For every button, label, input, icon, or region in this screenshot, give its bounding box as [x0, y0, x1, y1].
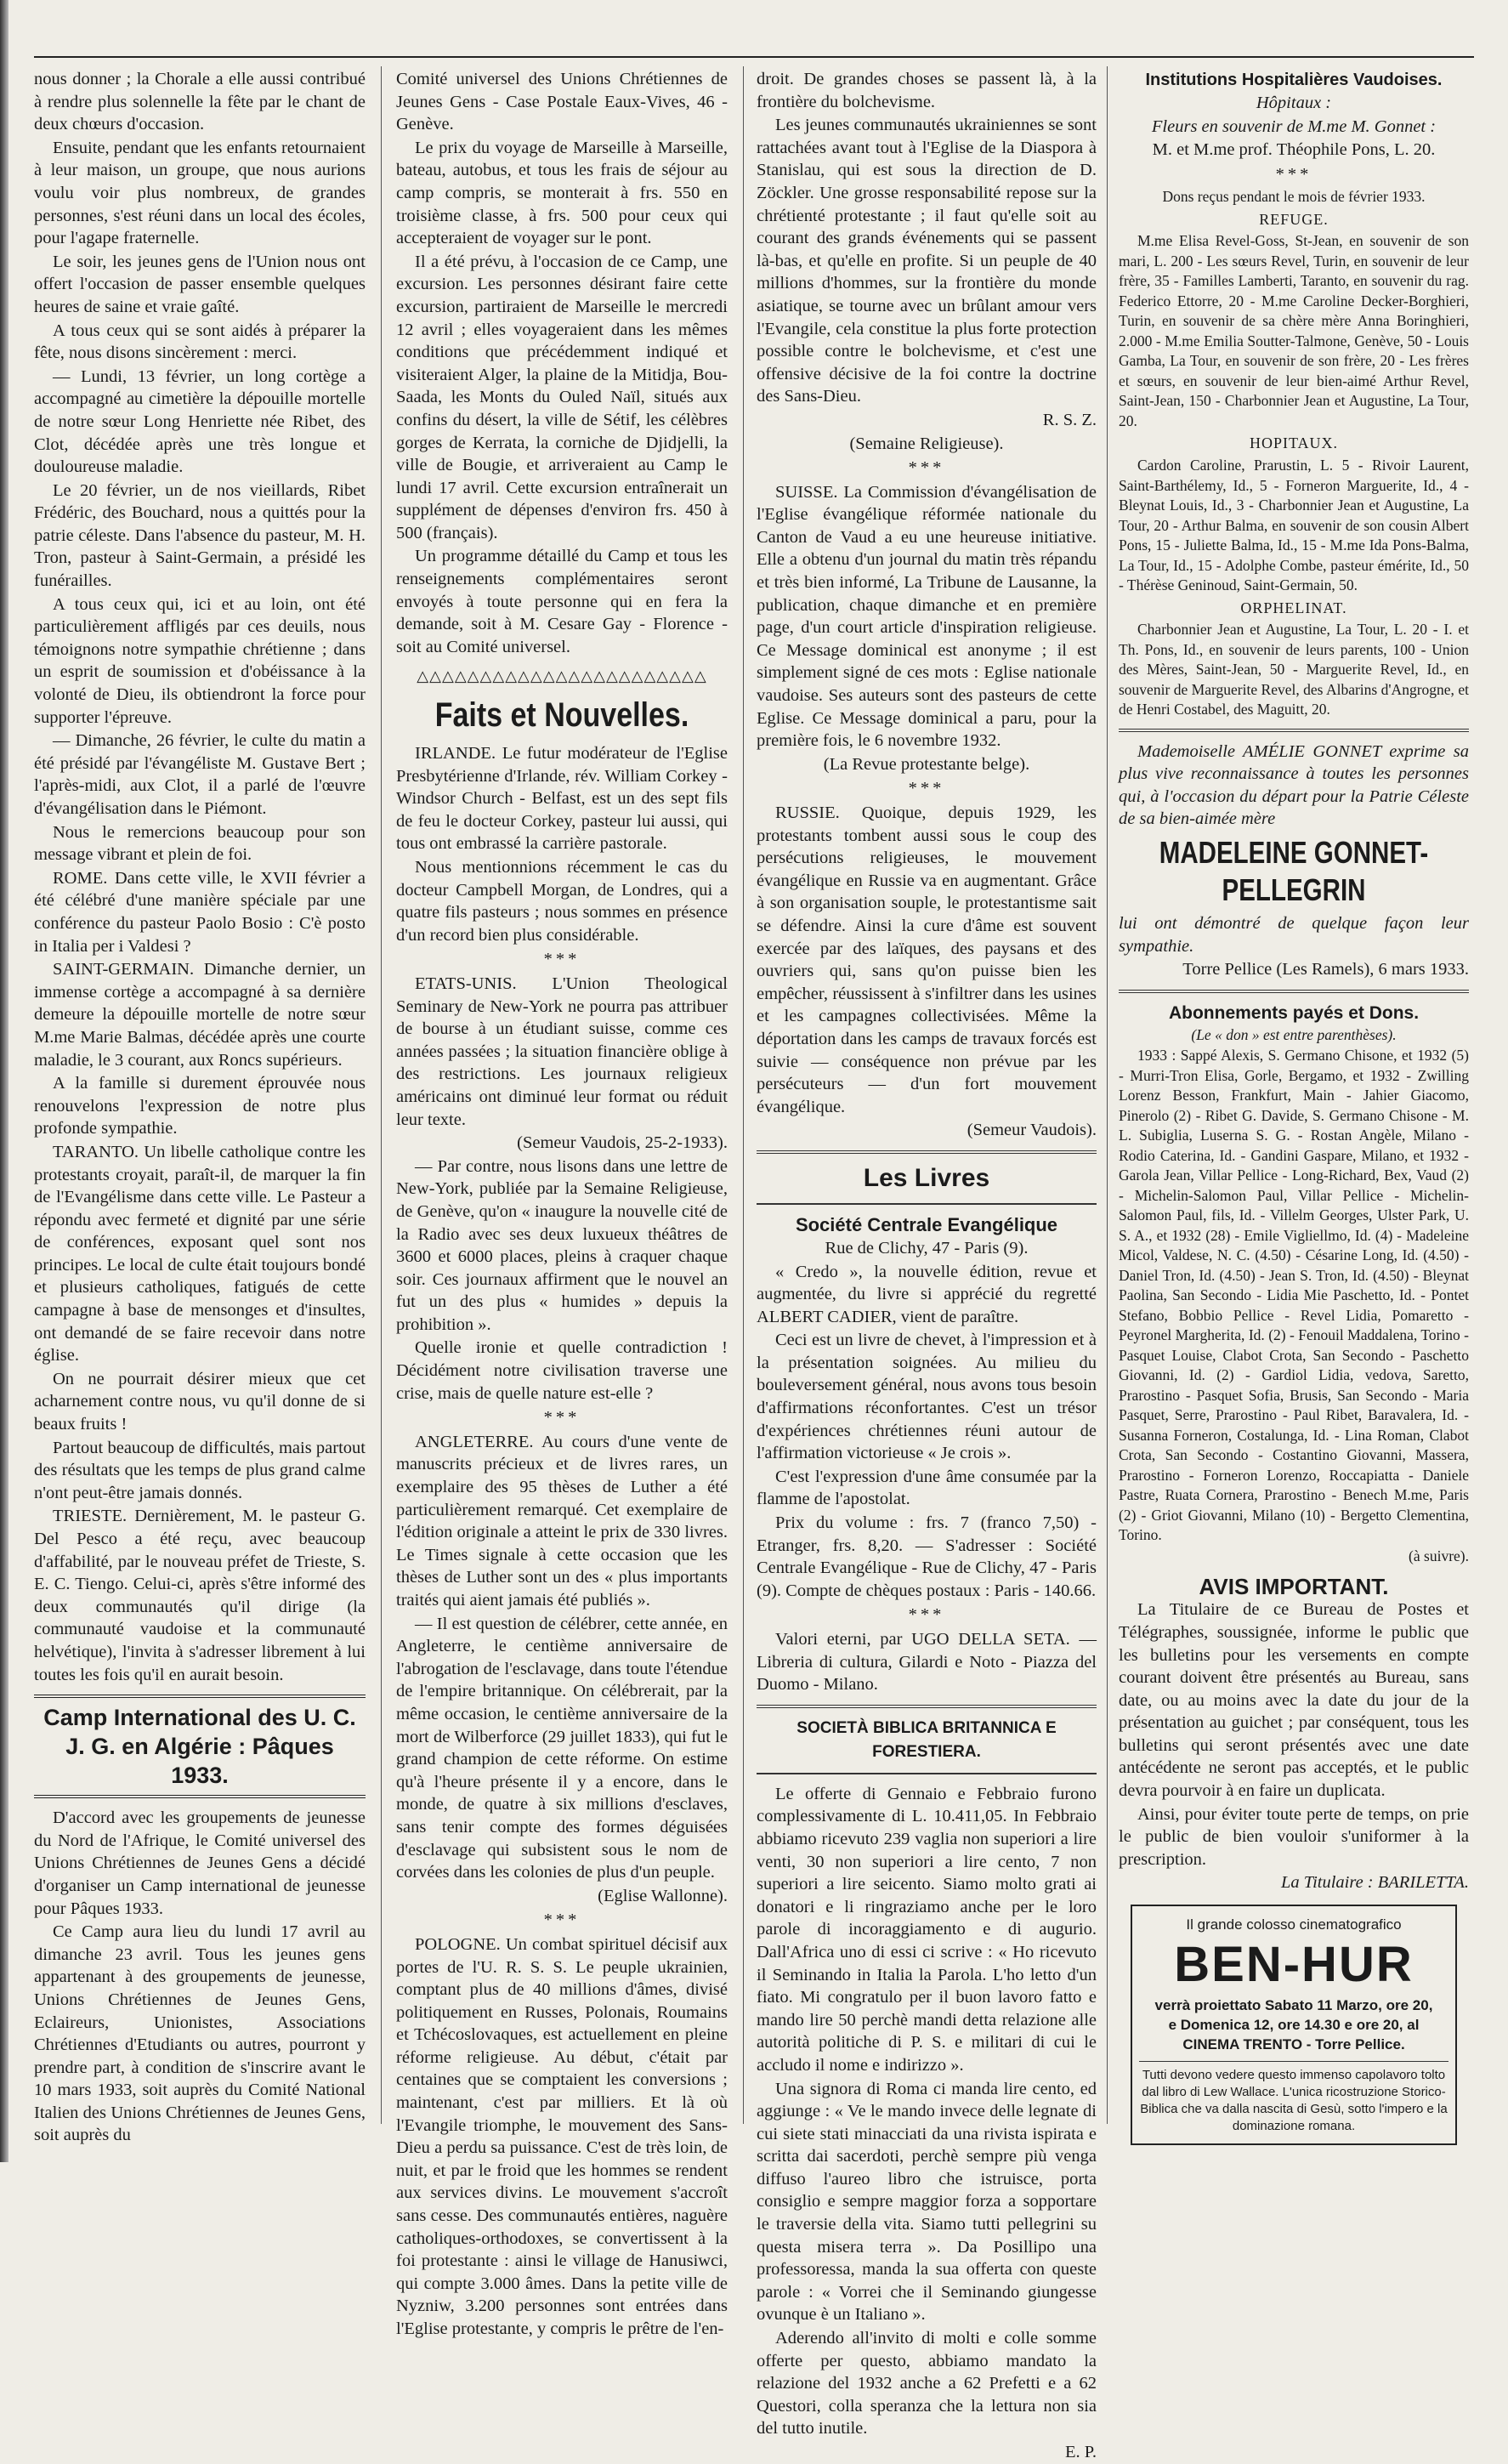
section-rule — [757, 1150, 1097, 1154]
star-separator: *** — [543, 1408, 581, 1428]
hopitaux-heading: HOPITAUX. — [1249, 434, 1339, 452]
ben-hur-ad — [1131, 1905, 1457, 2145]
paragraph: SUISSE. La Commission d'évangélisation de l'Eglise évangélique réformée nationale du Canton de Vaud a eu une heureuse initiative. Elle a obtenu d'un journal du matin très répandu et très bien informé, La Tribune de Lausanne, la publication, chaque dimanche et en première page, d'un court article d'inspiration religieuse. Ce Message dominical est anonyme ; il est simplement signé de ces mots : Eglise nationale vaudoise. Ses auteurs sont des pasteurs de cette Eglise. Ce Message dominical a paru, pour la première fois, le 6 novembre 1932. — [757, 482, 1097, 751]
paragraph: Nous mentionnions récemment le cas du docteur Campbell Morgan, de Londres, qui a quatre fils pasteurs ; nous sommes en présence d'un record bien plus considérable. — [396, 858, 728, 945]
sce-address: Rue de Clichy, 47 - Paris (9). — [825, 1238, 1029, 1258]
abo-list: 1933 : Sappé Alexis, S. Germano Chisone, et 1932 (5) - Murri-Tron Elisa, Gorle, Bergamo, et 1932 - Zwilling Lorenz Besson, Frankfurt, Main - Jahier Giacomo, Pinerolo (2) - Ribet G. Davide, S. Germano Chisone - M. L. Subiglia, Luserna S. G. - Rostan Angèle, Milano - Rodio Caterina, Id. - Gandini Gaspare, Milano, et 1932 - Garola Jean, Villar Pellice - Long-Richard, Bex, Vaud (2) - Michelin-Salomon Paul, Villar Pellice - Michelin-Salomon Paul, fils, Id. - Villelm Georges, Ulster Park, U. S. A., et 1932 (28) - Emile Vigliellmo, Id. (4) - Madeleine Micol, Valdese, N. C. (4.50) - Césarine Long, Id. (4.50) - Daniel Tron, Id. (4.50) - Jean S. Tron, Id. (4.50) - Bleynat Paolina, San Secondo - Lidia Mie Paschetto, Id. - Pontet Stefano, Bobbio Pellice - Revel Lidia, Pomaretto - Peyronel Margherita, Id. (2) - Fenouil Maddalena, Torino - Pasquet Louise, Clabot Crota, San Secondo - Paschetto Giovanni, Id. (2) - Gardiol Lidia, vedova, Saretto, Prarostino - Pasquet Sofia, Brusis, San Secondo - Maria Pasquet, Serre, Prarostino - Paul Ribet, Baravalera, Id. - Susanna Forneron, Costalunga, Id. - Lina Roman, Clabot Crota, San Secondo - Costantino Giovanni, Massera, Prarostino - Forneron Lorenzo, Roccapiatta - Daniele Pastre, Ruata Cornera, Prarostino - Benech M.me, Paris (2) - Griot Giovanni, Milano (10) - Bergetto Clementina, Torino. — [1119, 1047, 1469, 1544]
hopitaux-list: Cardon Caroline, Prarustin, L. 5 - Rivoir Laurent, Saint-Barthélemy, Id., 5 - Forneron Marguerite, Id., 4 - Bleynat Louis, Id., 3 - Charbonnier Jean et Augustine, La Tour, 20 - Arthur Balma, en souvenir de son cousin Albert Pons, 15 - Juliette Balma, Id., 15 - M.me Ida Pons-Balma, La Tour, Id., 15 - Adolphe Combe, pasteur émérite, Id., 50 - Thérèse Geninoud, Saint-Germain, 50. — [1119, 457, 1469, 594]
star-separator: *** — [1275, 164, 1312, 184]
paragraph: Aderendo all'invito di molti e colle somme offerte per questo, abbiamo mandato la relazione del 1932 anche a 62 Prefetti e a 62 Questori, colla speranza che la lettura non sia del tutto inutile. — [757, 2329, 1097, 2438]
paragraph: Quelle ironie et quelle contradiction ! Décidément notre civilisation traverse une crise, mais de quelle nature est-elle ? — [396, 1338, 728, 1403]
paragraph: Ceci est un livre de chevet, à l'impression et à la présentation soignées. Au milieu du bouleversement général, nous avons tous besoin d'affirmations réconfortantes. C'est un trésor d'expériences chrétiennes réuni autour de l'affirmation victorieuse « Je crois ». — [757, 1331, 1097, 1463]
paragraph: ANGLETERRE. Au cours d'une vente de manuscrits précieux et de livres rares, un exemplaire des 95 thèses de Luther a été particulièrement remarqué. Cet exemplaire de l'édition originale a atteint le prix de 330 livres. Le Times signale à cette occasion que les thèses de Luther sont un des « plus importants traités qui aient jamais été publiés ». — [396, 1432, 728, 1610]
column-3 — [757, 68, 1097, 2461]
gonnet-place: Torre Pellice (Les Ramels), 6 mars 1933. — [1182, 960, 1469, 979]
paragraph: Il a été prévu, à l'occasion de ce Camp, une excursion. Les personnes désirant faire cette excursion, partiraient de Marseille le mercredi 12 avril ; elles voyageraient dans les mêmes conditions que précédemment indiqué et visiteraient Alger, la plaine de la Mitidja, Bou-Saada, les Monts du Ouled Naïl, situés aux confins du désert, la ville de Sétif, les célèbres gorges de Kerrata, la corniche de Djidjelli, la ville de Bougie, et arriveraient au Camp le lundi 17 avril. Cette excursion entraînerait un supplément de dépenses d'environ frs. 450 à 500 (français). — [396, 252, 728, 542]
paragraph: C'est l'expression d'une âme consumée par la flamme de l'apostolat. — [757, 1467, 1097, 1509]
paragraph: — Lundi, 13 février, un long cortège a accompagné au cimetière la dépouille mortelle de notre sœur Long Henriette née Ribet, des Clot, décédée après une très longue et douloureuse maladie. — [34, 366, 366, 477]
ih-dons: Dons reçus pendant le mois de février 1933. — [1162, 188, 1426, 206]
column-2 — [396, 68, 728, 2338]
column-4 — [1119, 68, 1469, 2134]
paragraph: « Credo », la nouvelle édition, revue et augmentée, du livre si apprécié du regretté ALBERT CADIER, vient de paraître. — [757, 1262, 1097, 1326]
source-credit: (Semeur Vaudois, 25-2-1933). — [517, 1133, 728, 1153]
avis-signature: La Titulaire : BARILETTA. — [1281, 1873, 1469, 1893]
paragraph: — Par contre, nous lisons dans une lettre de New-York, publiée par la Semaine Religieuse, de Genève, qu'on « inaugure la nouvelle cité de la Radio avec ses deux luxueux théâtres de 3600 et 6000 places, pleins à craquer chaque soir. Ces journaux affirment que le nouvel an fut un des plus « humides » depuis la prohibition ». — [396, 1156, 728, 1334]
sce-headline: Société Centrale Evangélique — [795, 1213, 1058, 1235]
paragraph: Le soir, les jeunes gens de l'Union nous ont offert l'occasion de passer ensemble quelques heures de saine et vraie gaîté. — [34, 252, 366, 316]
section-rule — [757, 1705, 1097, 1708]
paragraph: Una signora di Roma ci manda lire cento, ed aggiunge : « Ve le mando invece delle legnate di cui siete stati minacciati da una rivista ispirata e scritta dai sacerdoti, perchè sempre più venga diffuso l'aureo libro che istruisce, porta consiglio e sempre maggior forza a sopportare le traversie della vita. Siamo tutti pellegrini su questa misera terra ». Da Posillipo una professoressa, manda la sua offerta con queste parole : « Vorrei che il Seminando giungesse ovunque è un Italiano ». — [757, 2079, 1097, 2325]
paragraph: IRLANDE. Le futur modérateur de l'Eglise Presbytérienne d'Irlande, rév. William Corkey - Windsor Church - Belfast, est un des sept fils de feu le docteur Corkey, pasteur lui aussi, qui tous ont embrassé la carrière pastorale. — [396, 744, 728, 854]
ih-headline: Institutions Hospitalières Vaudoises. — [1145, 71, 1443, 89]
paragraph: — Il est question de célébrer, cette année, en Angleterre, le centième anniversaire de l'abrogation de l'esclavage, dans toute l'étendue de l'empire britannique. On célébrerait, par la même occasion, le centième anniversaire de la mort de Wilberforce (29 juillet 1833), qui fut le grand champion de cette réforme. On estime qu'à l'heure présente il y a encore, dans le monde, de quatre à six millions d'esclaves, sans tenir compte des formes déguisées d'esclavage qui subsistent sous le nom de corvées dans les colonies de plus d'un peuple. — [396, 1614, 728, 1882]
star-separator: *** — [908, 1605, 945, 1625]
column-1 — [34, 68, 366, 2145]
section-rule — [757, 1203, 1097, 1205]
ih-subhead: Hôpitaux : — [1256, 94, 1332, 112]
abo-suivre: (à suivre). — [1409, 1547, 1469, 1564]
column-rule — [381, 66, 382, 2124]
section-rule — [1119, 990, 1469, 993]
paragraph: A tous ceux qui, ici et au loin, ont été particulièrement affligés par ces deuils, nous témoignons notre sympathie chrétienne ; dans un esprit de soumission et d'obéissance à la volonté de Dieu, ils obtiendront la force pour supporter l'épreuve. — [34, 594, 366, 727]
section-rule — [1119, 729, 1469, 732]
paragraph: Ensuite, pendant que les enfants retournaient à leur maison, un groupe, que nous aurions voulu voir plus nombreux, de grandes personnes, s'est réuni dans un local des écoles, pour l'agape fraternelle. — [34, 138, 366, 248]
paragraph: Partout beaucoup de difficultés, mais partout des résultats que les temps de plus grand calme n'ont peut-être jamais donnés. — [34, 1438, 366, 1502]
paragraph: SAINT-GERMAIN. Dimanche dernier, un immense cortège a accompagné à sa dernière demeure la dépouille mortelle de notre sœur M.me Marie Balmas, décédée après une courte maladie, le 3 courant, aux Roncs supérieurs. — [34, 960, 366, 1070]
paragraph: A la famille si durement éprouvée nous renouvelons l'expression de notre plus profonde sympathie. — [34, 1074, 366, 1138]
abo-headline: Abonnements payés et Dons. — [1168, 1002, 1420, 1023]
paragraph: On ne pourrait désirer mieux que cet acharnement contre nous, vu qu'il donne de si beaux fruits ! — [34, 1369, 366, 1434]
ih-fleurs: Fleurs en souvenir de M.me M. Gonnet : — [1151, 116, 1437, 136]
ben-hur-title: BEN-HUR — [1174, 1937, 1414, 1993]
paragraph: ROME. Dans cette ville, le XVII février a été célébré d'une manière spéciale par une conférence du pasteur Paolo Bosio : C'è posto in Italia per i Valdesi ? — [34, 868, 366, 956]
paragraph: D'accord avec les groupements de jeunesse du Nord de l'Afrique, le Comité universel des Unions Chrétiennes de Jeunes Gens a décidé d'organiser un Camp international de jeunesse pour Pâques 1933. — [34, 1808, 366, 1918]
ben-hur-note: Tutti devono vedere questo immenso capolavoro tolto dal libro di Lew Wallace. L'unica ricostruzione Storico-Biblica che va dalla nascita di Gesù, sotto l'impero e la dominazione romana. — [1140, 2068, 1448, 2134]
scan-edge — [0, 0, 9, 2162]
avis-headline: AVIS IMPORTANT. — [1199, 1574, 1389, 1600]
abo-subhead: (Le « don » est entre parenthèses). — [1191, 1025, 1397, 1043]
paragraph: Les jeunes communautés ukrainiennes se sont rattachées avant tout à l'Eglise de la Diaspora à Stanislau, qui est sous la direction de D. Zöckler. Une grosse responsabilité repose sur la chrétienté protestante ; il faut qu'elle soit au courant des grands événements qui se passent là-bas, et qu'elle en profite. Si un peuple de 40 millions d'hommes, sur la frontière du monde asiatique, se tourne avec un brûlant amour vers l'Evangile, cela constitue la plus forte protection possible contre le bolchevisme, et c'est une offensive décisive de la foi contre la doctrine des Sans-Dieu. — [757, 116, 1097, 406]
author-initials: R. S. Z. — [1042, 410, 1097, 429]
livres-headline: Les Livres — [863, 1163, 990, 1192]
paragraph: Comité universel des Unions Chrétiennes de Jeunes Gens - Case Postale Eaux-Vives, 46 - Genève. — [396, 70, 728, 134]
refuge-heading: REFUGE. — [1259, 210, 1329, 228]
star-separator: *** — [908, 779, 945, 798]
star-separator: *** — [543, 950, 581, 969]
paragraph: Le prix du voyage de Marseille à Marseille, bateau, autobus, et tous les frais de séjour au camp compris, se monterait à frs. 550 en troisième classe, à frs. 500 pour ceux qui accepteraient de voyager sur le pont. — [396, 138, 728, 248]
paragraph: Valori eterni, par UGO DELLA SETA. — Libreria di cultura, Gilardi e Noto - Piazza del Duomo - Milano. — [757, 1630, 1097, 1695]
column-rule — [743, 66, 744, 2124]
camp-headline: Camp International des U. C. J. G. en Algérie : Pâques 1933. — [34, 1695, 366, 1798]
gonnet-intro: Mademoiselle AMÉLIE GONNET exprime sa plus vive reconnaissance à toutes les personnes qui, à l'occasion du départ pour la Patrie Céleste de sa bien-aimée mère — [1119, 741, 1469, 829]
paragraph: La Titulaire de ce Bureau de Postes et Télégraphes, soussignée, informe le public que les bulletins pour les versements en compte courant doivent être présentés au Bureau, sans date, ou au moins avec la date du jour de la présentation au guichet ; par conséquent, tous les bulletins qui seront présentés avec une date antécédente ne seront pas acceptés, et le public devra pourvoir à en faire un duplicata. — [1119, 1600, 1469, 1801]
paragraph: POLOGNE. Un combat spirituel décisif aux portes de l'U. R. S. S. Le peuple ukrainien, comptant plus de 40 millions d'âmes, divisé politiquement en Russes, Polonais, Roumains et Tchécoslovaques, est actuellement en pleine réforme religieuse. Au début, c'était par centaines que se comptaient les conversions ; maintenant, c'est par milliers. Et là où l'Evangile triomphe, le mouvement des Sans-Dieu a perdu sa puissance. C'est de très loin, de nuit, et par le froid que les hommes se rendent aux services divins. Le mouvement s'accroît sans cesse. Des communautés entières, naguère catholiques-orthodoxes, se convertissent à la foi protestante : ainsi le village de Hanusiwci, qui compte 3.000 âmes. Dans la petite ville de Nyzniw, 3.200 personnes sont entrées dans l'Eglise protestante, y compris le prêtre de l'en- — [396, 1934, 728, 2338]
ben-hur-line-3: CINEMA TRENTO - Torre Pellice. — [1182, 2036, 1405, 2053]
newspaper-page — [34, 58, 1474, 2461]
refuge-list: M.me Elisa Revel-Goss, St-Jean, en souvenir de son mari, L. 200 - Les sœurs Revel, Turin, en souvenir de leur frère, 35 - Familles Lamberti, Taranto, en souvenir du rag. Federico Ettorre, 20 - M.me Caroline Decker-Borghieri, Turin, en souvenir de sa chère mère Anna Boringhieri, 2.000 - M.me Emilia Soutter-Talmone, Genève, 50 - Louis Gamba, La Tour, en souvenir de son frère, 20 - Les frères et sœurs, en souvenir de leur bien-aimé Arthur Revel, Saint-Jean, 150 - Charbonnier Jean et Augustine, La Tour, 20. — [1119, 232, 1469, 429]
paragraph: Le offerte di Gennaio e Febbraio furono complessivamente di L. 10.411,05. In Febbraio abbiamo ricevuto 239 vaglia non superiori a lire venti, 30 non superiori a lire cento, 7 non superiori a lire seicento. Siamo molto grati ai donatori e li ringraziamo anche per le loro parole di incoraggiamento e di augurio. Dall'Africa uno di essi ci scrive : « Ho ricevuto il Seminando in Italia la Parola. L'ho letto d'un fiato. Mi congratulo per il buon lavoro fatto e mando lire 50 perchè mandi detta relazione alle autorità politiche di P. S. e militari di cui le accludo il nome e indirizzo ». — [757, 1784, 1097, 2075]
orphelinat-heading: ORPHELINAT. — [1240, 599, 1347, 616]
paragraph: Ainsi, pour éviter toute perte de temps, on prie le public de bien vouloir s'uniformer à la prescription. — [1119, 1804, 1469, 1869]
gonnet-name: MADELEINE GONNET-PELLEGRIN — [1159, 835, 1429, 908]
gonnet-outro: lui ont démontré de quelque façon leur sympathie. — [1119, 914, 1469, 956]
ben-hur-intro: Il grande colosso cinematografico — [1186, 1916, 1402, 1933]
paragraph: A tous ceux qui se sont aidés à préparer la fête, nous disons sincèrement : merci. — [34, 321, 366, 363]
paragraph: ETATS-UNIS. L'Union Theological Seminary de New-York ne pourra pas attribuer de bourse à un étudiant suisse, comme ces années passées ; la situation financière oblige à des restrictions. Les journaux religieux américains ont diminué leur format ou réduit leur texte. — [396, 974, 728, 1129]
paragraph: Un programme détaillé du Camp et tous les renseignements complémentaires seront envoyés à toute personne qui en fera la demande, soit à M. Cesare Gay - Florence - soit au Comité universel. — [396, 547, 728, 656]
star-separator: *** — [908, 458, 945, 478]
ben-hur-line-1: verrà proiettato Sabato 11 Marzo, ore 20, — [1154, 1997, 1433, 2014]
ih-fleurs-donor: M. et M.me prof. Théophile Pons, L. 20. — [1152, 140, 1436, 160]
faits-headline: Faits et Nouvelles. — [434, 696, 689, 735]
source-credit: (Eglise Wallonne). — [598, 1886, 728, 1905]
ornament-divider: △△△△△△△△△△△△△△△△△△△△△△△ — [417, 667, 707, 685]
paragraph: Prix du volume : frs. 7 (franco 7,50) - Etranger, frs. 8,20. — S'adresser : Société Centrale Evangélique - Rue de Clichy, 47 - Paris (9). Compte de chèques postaux : Paris - 140.66. — [757, 1513, 1097, 1600]
paragraph: Ce Camp aura lieu du lundi 17 avril au dimanche 23 avril. Tous les jeunes gens appartenant à des groupements de jeunesse, Unions Chrétiennes de Jeunes Gens, Eclaireurs, Unionistes, Associations Chrétiennes d'Etudiants ou autres, pourront y prendre part, à condition de s'inscrire avant le 10 mars 1933, soit auprès du Comité National Italien des Unions Chrétiennes de Jeunes Gens, soit auprès du — [34, 1922, 366, 2145]
paragraph: Le 20 février, un de nos vieillards, Ribet Frédéric, des Bouchard, nous a quittés pour la patrie céleste. Dans l'absence du pasteur, M. H. Tron, pasteur à Saint-Germain, a présidé les funérailles. — [34, 480, 366, 591]
paragraph: — Dimanche, 26 février, le culte du matin a été présidé par l'évangéliste M. Gustave Bert ; l'après-midi, aux Clot, il a parlé de l'œuvre d'évangélisation dans le Piémont. — [34, 731, 366, 818]
sb-headline: SOCIETÀ BIBLICA BRITANNICA E FORESTIERA. — [797, 1718, 1057, 1761]
source-credit: (Semeur Vaudois). — [967, 1121, 1097, 1140]
source-credit: (La Revue protestante belge). — [823, 754, 1030, 774]
paragraph: TARANTO. Un libelle catholique contre les protestants croyait, paraît-il, de marquer la fin de l'Evangélisme dans cette ville. Le Pasteur a répondu avec fermeté et dignité par une série de conférences, exposant quel sont nos principes. Le local de culte était toujours bondé et plusieurs catholiques, fatigués de cette campagne à base de mensonges et d'insultes, ont demandé de se faire recevoir dans notre église. — [34, 1142, 366, 1365]
star-separator: *** — [543, 1910, 581, 1930]
ben-hur-line-2: e Domenica 12, ore 14.30 e ore 20, al — [1168, 2017, 1420, 2034]
section-rule — [757, 1773, 1097, 1774]
paragraph: nous donner ; la Chorale a elle aussi contribué à rendre plus solennelle la fête par le chant de deux chœurs d'occasion. — [34, 70, 366, 134]
paragraph: Nous le remercions beaucoup pour son message vibrant et plein de foi. — [34, 822, 366, 865]
author-initials: E. P. — [1064, 2443, 1097, 2461]
orphelinat-list: Charbonnier Jean et Augustine, La Tour, L. 20 - I. et Th. Pons, Id., en souvenir de leurs parents, 100 - Union des Mères, Saint-Jean, 50 - Marguerite Revel, Id., en souvenir de Marguerite Revel, des Albarins d'Angrogne, et de Henri Costabel, des Maguitt, 20. — [1119, 621, 1469, 718]
paragraph: droit. De grandes choses se passent là, à la frontière du bolchevisme. — [757, 70, 1097, 111]
source-credit: (Semaine Religieuse). — [849, 434, 1004, 453]
paragraph: TRIESTE. Dernièrement, M. le pasteur G. Del Pesco a été reçu, avec beaucoup d'affabilité, par le nouveau préfet de Trieste, S. E. C. Tiengo. Celui-ci, après s'être informé des deux communautés qu'il dirige (la communauté vaudoise et la communauté helvétique), l'invita à s'adresser librement à lui toutes les fois qu'il en aurait besoin. — [34, 1507, 366, 1684]
column-rule — [1107, 66, 1108, 2124]
paragraph: RUSSIE. Quoique, depuis 1929, les protestants tombent aussi sous le coup des persécutions religieuses, le mouvement évangélique en Russie va en augmentant. Grâce à son organisation souple, le protestantisme sait se défendre. Ainsi la cure d'âme est souvent exercée par des laïques, des paysans et des ouvriers qui, sans qu'on puisse bien les empêcher, réussissent à s'infiltrer dans les usines et les campagnes collectivisées. Même la déportation dans les camps de travaux forcés est suivie — conséquence non prévue par les persécuteurs — d'un fort mouvement évangélique. — [757, 803, 1097, 1116]
